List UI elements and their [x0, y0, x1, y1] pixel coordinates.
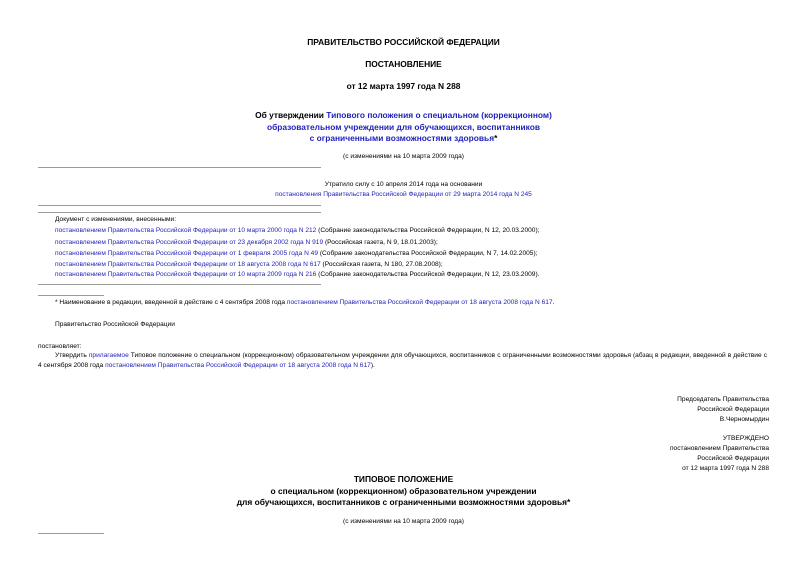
footnote-divider [38, 533, 104, 534]
amendment-link[interactable]: постановлением Правительства Российской Федерации от 18 августа 2008 года N 617 [55, 261, 321, 268]
document-type: ПОСТАНОВЛЕНИЕ [365, 59, 442, 69]
amendments-heading: Документ с изменениями, внесенными: [55, 216, 177, 223]
amendment-item [55, 260, 443, 270]
footnote-end: . [552, 299, 555, 306]
amendment-link[interactable]: постановлением Правительства Российской Федерации от 1 февраля 2005 года N 49 [55, 250, 319, 257]
amendment-item [55, 238, 438, 248]
approve-link-decree[interactable]: постановлением Правительства Российской Федерации от 18 августа 2008 года N 617 [105, 362, 371, 369]
amendment-item [55, 270, 539, 280]
title-link-line3[interactable]: с ограниченными возможностями здоровья [309, 133, 495, 143]
regulation-title [0, 474, 807, 509]
approve-text-1: Утвердить [55, 352, 89, 359]
approve-link-attached[interactable]: прилагаемое [88, 352, 129, 359]
document-title [0, 110, 807, 145]
signature-line: В.Черномырдин [719, 416, 769, 423]
amendment-source: (Собрание законодательства Российской Федерации, N 12, 20.03.2000); [316, 227, 540, 234]
divider [38, 205, 321, 206]
approved-line: Российской Федерации [697, 455, 769, 462]
amendment-item [55, 249, 538, 259]
amendment-source: (Собрание законодательства Российской Федерации, N 12, 23.03.2009). [316, 271, 540, 278]
amendment-item [55, 226, 539, 236]
divider [38, 167, 321, 168]
document-date-number: от 12 марта 1997 года N 288 [346, 81, 461, 91]
amendment-source: (Собрание законодательства Российской Федерации, N 7, 14.02.2005); [318, 250, 538, 257]
title-link-line1[interactable]: Типового положения о специальном (коррекционном) [326, 110, 552, 120]
approved-line: постановлением Правительства [669, 445, 769, 452]
signature-block [677, 395, 769, 425]
regulation-title-line: о специальном (коррекционном) образовательном учреждении [270, 485, 537, 496]
approve-text-2: Типовое положение о специальном (коррекционном) образовательном учреждении для обучающихся, воспитанников с ограниченными возможностями здоровья (абзац в редакции, введенной в действие с 4 сентября 2008 года [38, 352, 767, 369]
title-asterisk: * [494, 133, 498, 143]
regulation-title-line: ТИПОВОЕ ПОЛОЖЕНИЕ [353, 474, 454, 484]
approve-text-3: ). [370, 362, 375, 369]
approved-block [670, 434, 769, 474]
footnote-link[interactable]: постановлением Правительства Российской Федерации от 18 августа 2008 года N 617 [286, 299, 553, 306]
amendment-link[interactable]: постановлением Правительства Российской Федерации от 10 марта 2000 года N 212 [55, 227, 317, 234]
title-prefix: Об утверждении [255, 110, 327, 120]
amendment-source: (Российская газета, N 9, 18.01.2003); [323, 239, 438, 246]
regulation-amended-note: (с изменениями на 10 марта 2009 года) [343, 518, 464, 525]
footnote-text: * Наименование в редакции, введенной в действие с 4 сентября 2008 года [55, 299, 287, 306]
approved-line: от 12 марта 1997 года N 288 [682, 465, 769, 472]
footnote-divider [38, 295, 104, 296]
divider [38, 212, 321, 213]
amendment-link[interactable]: постановлением Правительства Российской Федерации от 10 марта 2009 года N 216 [55, 271, 317, 278]
title-link-line2[interactable]: образовательном учреждении для обучающихся, воспитанников [266, 121, 541, 132]
expired-link[interactable]: постановления Правительства Российской Федерации от 29 марта 2014 года N 245 [275, 191, 532, 198]
divider [38, 284, 321, 285]
government-line: Правительство Российской Федерации [55, 321, 175, 328]
regulation-title-line: для обучающихся, воспитанников с ограниченными возможностями здоровья* [236, 497, 571, 507]
expired-text: Утратило силу с 10 апреля 2014 года на основании [324, 181, 483, 188]
approved-line: УТВЕРЖДЕНО [722, 435, 769, 442]
signature-line: Председатель Правительства [677, 396, 769, 403]
decides: постановляет: [38, 343, 82, 350]
approve-paragraph [38, 351, 767, 371]
government-heading: ПРАВИТЕЛЬСТВО РОССИЙСКОЙ ФЕДЕРАЦИИ [307, 37, 500, 47]
amendment-source: (Российская газета, N 180, 27.08.2008); [320, 261, 443, 268]
amended-note: (с изменениями на 10 марта 2009 года) [343, 153, 464, 160]
amendment-link[interactable]: постановлением Правительства Российской Федерации от 23 декабря 2002 года N 919 [55, 239, 324, 246]
signature-line: Российской Федерации [697, 406, 769, 413]
footnote [55, 298, 554, 308]
